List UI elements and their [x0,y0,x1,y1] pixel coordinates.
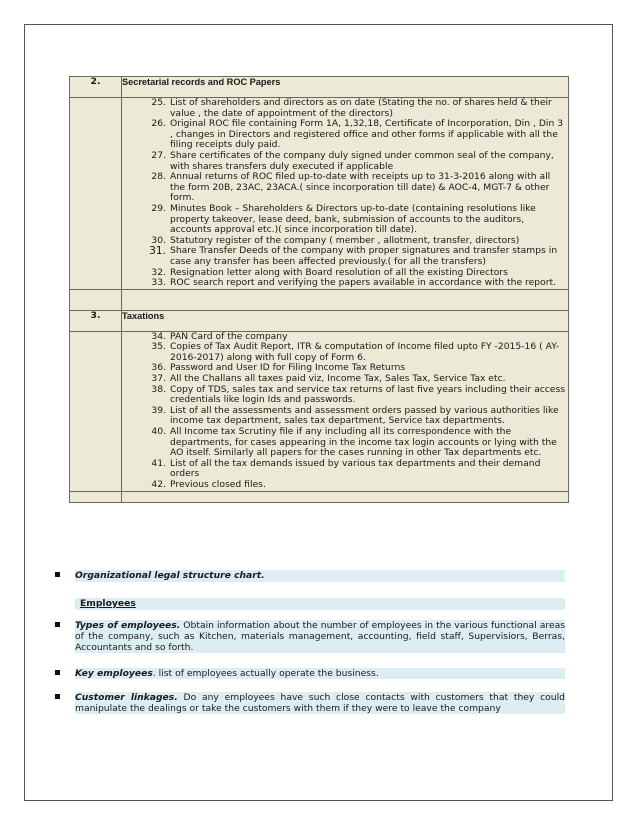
item-number: 36. [151,362,166,374]
bullet-key-employees [55,668,565,680]
item-number: 40. [151,426,166,438]
item-number: 29. [151,202,166,214]
bullet-icon [55,670,60,675]
list-item [122,385,568,406]
item-number: 31. [149,245,166,258]
list-item [122,278,568,289]
bullet-icon [55,622,60,627]
employees-heading: Employees [75,598,565,610]
bullet-customer-linkages [55,692,565,714]
list-item [122,119,568,151]
list-item [122,342,568,363]
section-items [122,98,569,290]
item-number: 39. [151,404,166,416]
item-text: Minutes Book – Shareholders & Directors up-to-date (containing resolutions like property takeover, lease deed, bank, submission of accounts to the auditors, accounts approval etc.)( since incorporation till date). [170,202,536,236]
document-checklist-table [69,76,569,503]
blank-row [70,491,569,502]
item-number: 35. [151,341,166,353]
item-text: Share Transfer Deeds of the company with proper signatures and transfer stamps in case any transfer has been affected previously.( for all the transfers) [170,245,558,267]
item-text: Resignation letter along with Board resolution of all the existing Directors [170,266,508,278]
bullet-org-chart [55,570,565,582]
types-label: Types of employees. [75,620,181,631]
number-column-cell [70,331,122,491]
list-item [122,172,568,204]
list-item [122,98,568,119]
item-number: 38. [151,383,166,395]
item-number: 26. [151,118,166,130]
section-items-row [70,331,569,491]
list-item [122,406,568,427]
list-item [122,427,568,459]
section-header-row [70,77,569,98]
section-header-row [70,310,569,331]
item-text: ROC search report and verifying the papers available in accordance with the report. [170,277,557,289]
section-number: 3. [70,310,122,331]
item-number: 28. [151,171,166,183]
item-number: 33. [151,277,166,289]
bullet-icon [55,694,60,699]
item-text: Password and User ID for Filing Income Tax Returns [170,362,406,374]
item-text: Previous closed files. [170,479,266,490]
types-text: Obtain information about the number of employees in the various functional areas of the company, such as Kitchen, materials management, accounting, field staff, Supervisiors, Berras, Accountants and so forth. [75,620,566,653]
section-number: 2. [70,77,122,98]
item-text: All the Challans all taxes paid viz, Income Tax, Sales Tax, Service Tax etc. [170,373,506,385]
list-item [122,480,568,491]
cust-label: Customer linkages. [75,692,178,703]
org-chart-label: Organizational legal structure chart. [75,570,265,581]
item-text: Statutory register of the company ( member , allotment, transfer, directors) [170,234,520,246]
item-text: Annual returns of ROC filed up-to-date with receipts up to 31-3-2016 along with all the form 20B, 23AC, 23ACA.( since incorporation till date) & AOC-4, MGT-7 & other form. [170,171,551,204]
list-item [122,246,568,267]
item-number: 41. [151,457,166,469]
bullet-types-of-employees [55,620,565,654]
item-text: List of all the tax demands issued by various tax departments and their demand orders [170,457,541,480]
item-number: 30. [151,234,166,246]
number-column-cell [70,98,122,290]
section-items [122,331,569,491]
cust-text: Do any employees have such close contacts with customers that they could manipulate the dealings or take the customers with them if they were to leave the company [75,692,565,714]
item-text: Original ROC file containing Form 1A, 1,32,18, Certificate of Incorporation, Din , Din 3 , changes in Directors and registered office and other forms if applicable with all the filing receipts duly paid. [170,118,564,151]
list-item [122,459,568,480]
item-number: 42. [151,479,166,490]
item-text: List of shareholders and directors as on date (Stating the no. of shares held & their value , the date of appointment of the directors) [170,97,552,119]
item-number: 27. [151,149,166,161]
blank-row [70,289,569,310]
section-items-row [70,98,569,290]
section-title: Taxations [122,310,569,331]
item-number: 32. [151,266,166,278]
item-text: List of all the assessments and assessment orders passed by various authorities like income tax department, sales tax department, Service tax departments. [170,404,559,427]
item-number: 34. [151,330,166,342]
section-title: Secretarial records and ROC Papers [122,77,569,98]
key-text: . list of employees actually operate the business. [152,668,379,679]
bullet-icon [55,572,60,577]
list-item [122,204,568,236]
item-text: PAN Card of the company [170,330,288,342]
list-item [122,151,568,172]
item-number: 37. [151,373,166,385]
item-text: Copy of TDS, sales tax and service tax returns of last five years including their access credentials like login Ids and passwords. [170,383,566,406]
item-number: 25. [151,97,166,108]
item-text: Copies of Tax Audit Report, ITR & computation of Income filed upto FY -2015-16 ( AY- 2016-2017) along with full copy of Form 6. [170,341,560,363]
key-label: Key employees [75,668,153,679]
item-text: All Income tax Scrutiny file if any including all its correspondence with the departments, for cases appearing in the income tax login accounts or lying with the AO itself. Similarly all papers for the cases running in other Tax departments etc. [170,426,557,459]
item-text: Share certificates of the company duly signed under common seal of the company, with shares transfers duly executed if applicable [170,149,554,172]
